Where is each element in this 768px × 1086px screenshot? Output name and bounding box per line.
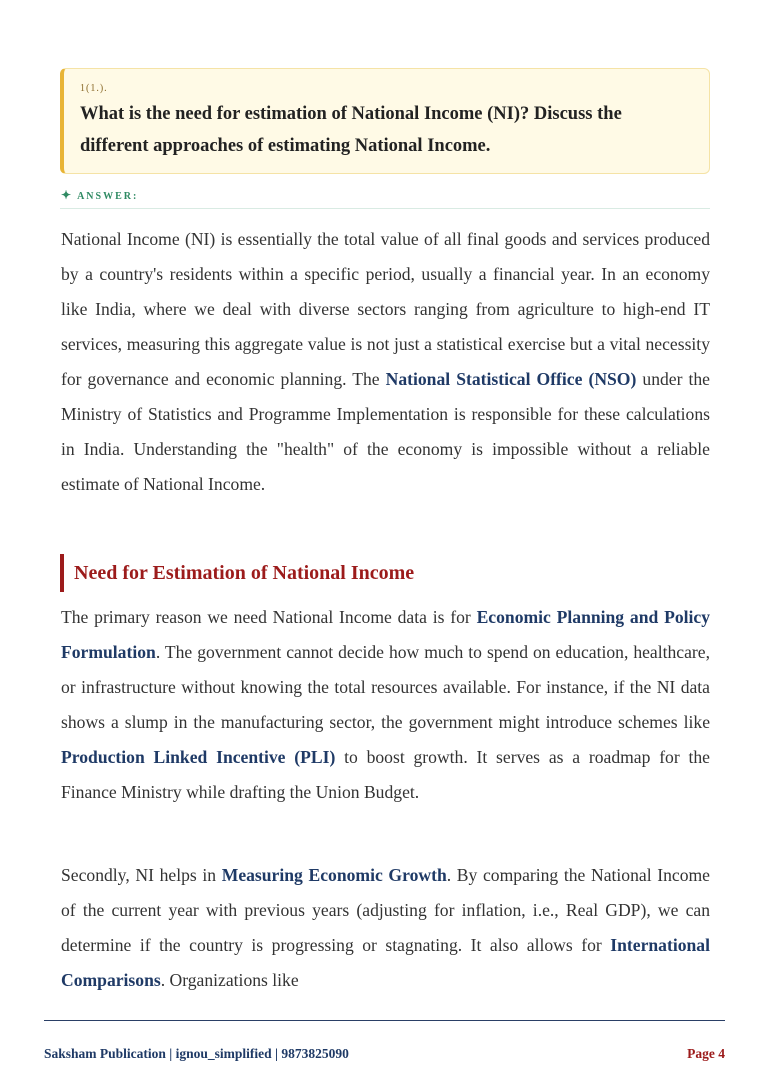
need-text-3: to boost growth. It serves as a roadmap for the Finance Ministry while drafting the Union Budget. [61, 747, 710, 802]
answer-label-text: ANSWER: [77, 191, 139, 202]
growth-text-2: . By comparing the National Income of the current year with previous years (adjusting for inflation, i.e., Real GDP), we can determine if the country is progressing or stagnating. It also allows for [61, 865, 710, 955]
need-paragraph [61, 600, 710, 810]
growth-highlight-international: International Comparisons [61, 935, 710, 990]
question-text: What is the need for estimation of National Income (NI)? Discuss the different approaches of estimating National Income. [80, 104, 622, 156]
need-text-2: . The government cannot decide how much to spend on education, healthcare, or infrastructure without knowing the total resources available. For instance, if the NI data shows a slump in the manufacturing sector, the government might introduce schemes like [61, 642, 710, 732]
question-box [60, 68, 710, 174]
growth-text-3: . Organizations like [160, 970, 299, 990]
intro-text-2: under the Ministry of Statistics and Programme Implementation is responsible for these calculations in India. Understanding the "health" of the economy is impossible without a reliable estimate of National Income. [61, 369, 710, 494]
growth-paragraph [61, 858, 710, 998]
need-highlight-planning: Economic Planning and Policy Formulation [61, 607, 710, 662]
intro-text-1: National Income (NI) is essentially the total value of all final goods and services produced by a country's residents within a specific period, usually a financial year. In an economy like India, where we deal with diverse sectors ranging from agriculture to high-end IT services, measuring this aggregate value is not just a statistical exercise but a vital necessity for governance and economic planning. The [61, 229, 710, 389]
intro-paragraph [61, 222, 710, 502]
footer-publisher: Saksham Publication | ignou_simplified | 9873825090 [44, 1046, 349, 1061]
growth-text-1: Secondly, NI helps in [61, 865, 222, 885]
page-number: Page 4 [687, 1046, 725, 1061]
section-heading: Need for Estimation of National Income [60, 554, 414, 592]
sparkle-icon: ✦ [61, 188, 74, 202]
growth-highlight-growth: Measuring Economic Growth [221, 865, 447, 885]
answer-divider [60, 208, 710, 209]
footer-divider [44, 1020, 725, 1021]
answer-label [61, 188, 138, 203]
need-text-1: The primary reason we need National Income data is for [61, 607, 477, 627]
need-highlight-pli: Production Linked Incentive (PLI) [61, 747, 336, 767]
question-number: 1(1.). [80, 83, 108, 94]
intro-highlight-nso: National Statistical Office (NSO) [385, 369, 637, 389]
